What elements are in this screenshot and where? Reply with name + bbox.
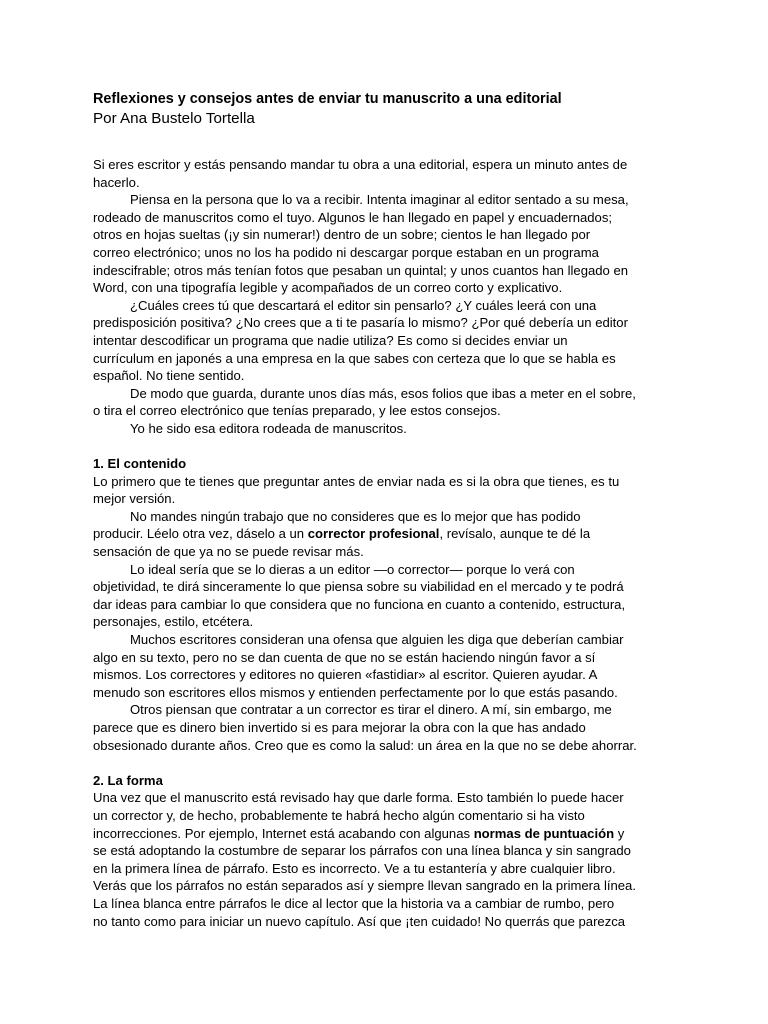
intro-paragraph-3 <box>93 297 683 385</box>
section2-paragraph-1 <box>93 789 683 930</box>
text-line <box>93 825 683 843</box>
text-line: parece que es dinero bien invertido si es para mejorar la obra con la que has andado <box>93 720 586 735</box>
text-line: currículum en japonés a una empresa en la que sabes con certeza que lo que se habla es <box>93 350 616 366</box>
text-line: se está adoptando la costumbre de separar los párrafos con una línea blanca y sin sangrado <box>93 843 631 859</box>
intro-paragraph-2 <box>93 191 683 297</box>
bold-term-corrector-profesional: corrector profesional <box>307 526 440 542</box>
text-fragment: producir. Léelo otra vez, dáselo a un <box>93 526 308 542</box>
text-line: Si eres escritor y estás pensando mandar tu obra a una editorial, espera un minuto antes de <box>93 157 628 172</box>
text-line: La línea blanca entre párrafos le dice al lector que la historia va a cambiar de rumbo, pero <box>93 895 615 911</box>
document-page <box>93 89 683 930</box>
text-line: Piensa en la persona que lo va a recibir. Intenta imaginar al editor sentado a su mesa, <box>130 192 629 208</box>
document-author: Por Ana Bustelo Tortella <box>93 110 255 127</box>
intro-paragraph-5 <box>93 420 683 438</box>
intro-paragraph-1 <box>93 156 683 191</box>
text-line: predisposición positiva? ¿No crees que a ti te pasaría lo mismo? ¿Por qué debería un editor <box>93 315 628 331</box>
section-heading-form: 2. La forma <box>93 772 163 788</box>
text-line: obsesionado durante años. Creo que es como la salud: un área en la que no se debe ahorrar. <box>93 737 637 753</box>
section1-paragraph-4 <box>93 631 683 701</box>
text-line: De modo que guarda, durante unos días más, esos folios que ibas a meter en el sobre, <box>130 385 636 401</box>
text-fragment: y <box>614 825 625 841</box>
intro-paragraph-4 <box>93 385 683 420</box>
text-line: Otros piensan que contratar a un corrector es tirar el dinero. A mí, sin embargo, me <box>130 702 612 718</box>
text-line: No mandes ningún trabajo que no consideres que es lo mejor que has podido <box>130 508 581 524</box>
text-line: rodeado de manuscritos como el tuyo. Algunos le han llegado en papel y encuadernados; <box>93 209 613 225</box>
text-line: hacerlo. <box>93 174 140 190</box>
text-line: mejor versión. <box>93 491 176 507</box>
text-line: indescifrable; otros más tenían fotos que pesaban un quintal; y unos cuantos han llegado en <box>93 262 629 278</box>
text-line: español. No tiene sentido. <box>93 368 245 384</box>
text-line <box>93 525 683 543</box>
text-line: correo electrónico; unos no los ha podido ni descargar porque estaban en un programa <box>93 244 599 260</box>
text-line: Word, con una tipografía legible y acompañados de un correo corto y explicativo. <box>93 280 563 296</box>
section1-paragraph-3 <box>93 561 683 631</box>
text-fragment: incorrecciones. Por ejemplo, Internet está acabando con algunas <box>93 825 474 841</box>
text-line: Muchos escritores consideran una ofensa que alguien les diga que deberían cambiar <box>130 632 624 648</box>
document-title: Reflexiones y consejos antes de enviar tu manuscrito a una editorial <box>93 91 562 107</box>
text-line: un corrector y, de hecho, probablemente te habrá hecho algún comentario si ha visto <box>93 807 585 823</box>
text-line: ¿Cuáles crees tú que descartará el editor sin pensarlo? ¿Y cuáles leerá con una <box>130 297 597 313</box>
text-line: algo en su texto, pero no se dan cuenta de que no se están haciendo ningún favor a sí <box>93 649 596 665</box>
text-line: Lo primero que te tienes que preguntar antes de enviar nada es si la obra que tienes, es tu <box>93 473 620 489</box>
text-line: en la primera línea de párrafo. Esto es incorrecto. Ve a tu estantería y abre cualquier libro. <box>93 860 616 876</box>
bold-term-normas-de-puntuacion: normas de puntuación <box>473 825 615 841</box>
text-line: otros en hojas sueltas (¡y sin numerar!) dentro de un sobre; cientos le han llegado por <box>93 227 591 243</box>
text-line: mismos. Los correctores y editores no quieren «fastidiar» al escritor. Quieren ayudar. A <box>93 667 598 683</box>
text-line: Verás que los párrafos no están separados así y siempre llevan sangrado en la primera línea. <box>93 878 636 894</box>
text-fragment: , revísalo, aunque te dé la <box>439 526 591 542</box>
text-line: intentar descodificar un programa que nadie utiliza? Es como si decides enviar un <box>93 332 568 348</box>
text-line: menudo son escritores ellos mismos y entienden perfectamente por lo que estás pasando. <box>93 684 618 700</box>
section-heading-content: 1. El contenido <box>93 456 187 472</box>
text-line: Lo ideal sería que se lo dieras a un editor —o corrector— porque lo verá con <box>130 561 575 577</box>
text-line: no tanto como para iniciar un nuevo capítulo. Así que ¡ten cuidado! No querrás que parezca <box>93 913 626 929</box>
text-line: Yo he sido esa editora rodeada de manuscritos. <box>130 420 407 436</box>
section1-paragraph-1 <box>93 473 683 508</box>
section1-paragraph-5 <box>93 701 683 754</box>
text-line: o tira el correo electrónico que tenías preparado, y lee estos consejos. <box>93 403 501 419</box>
section1-paragraph-2 <box>93 508 683 561</box>
text-line: objetividad, te dirá sinceramente lo que piensa sobre su viabilidad en el mercado y te podrá <box>93 579 624 595</box>
text-line: Una vez que el manuscrito está revisado hay que darle forma. Esto también lo puede hacer <box>93 790 624 806</box>
text-line: personajes, estilo, etcétera. <box>93 614 254 630</box>
text-line: sensación de que ya no se puede revisar más. <box>93 544 364 560</box>
text-line: dar ideas para cambiar lo que considera que no funciona en cuanto a contenido, estructura, <box>93 596 626 612</box>
